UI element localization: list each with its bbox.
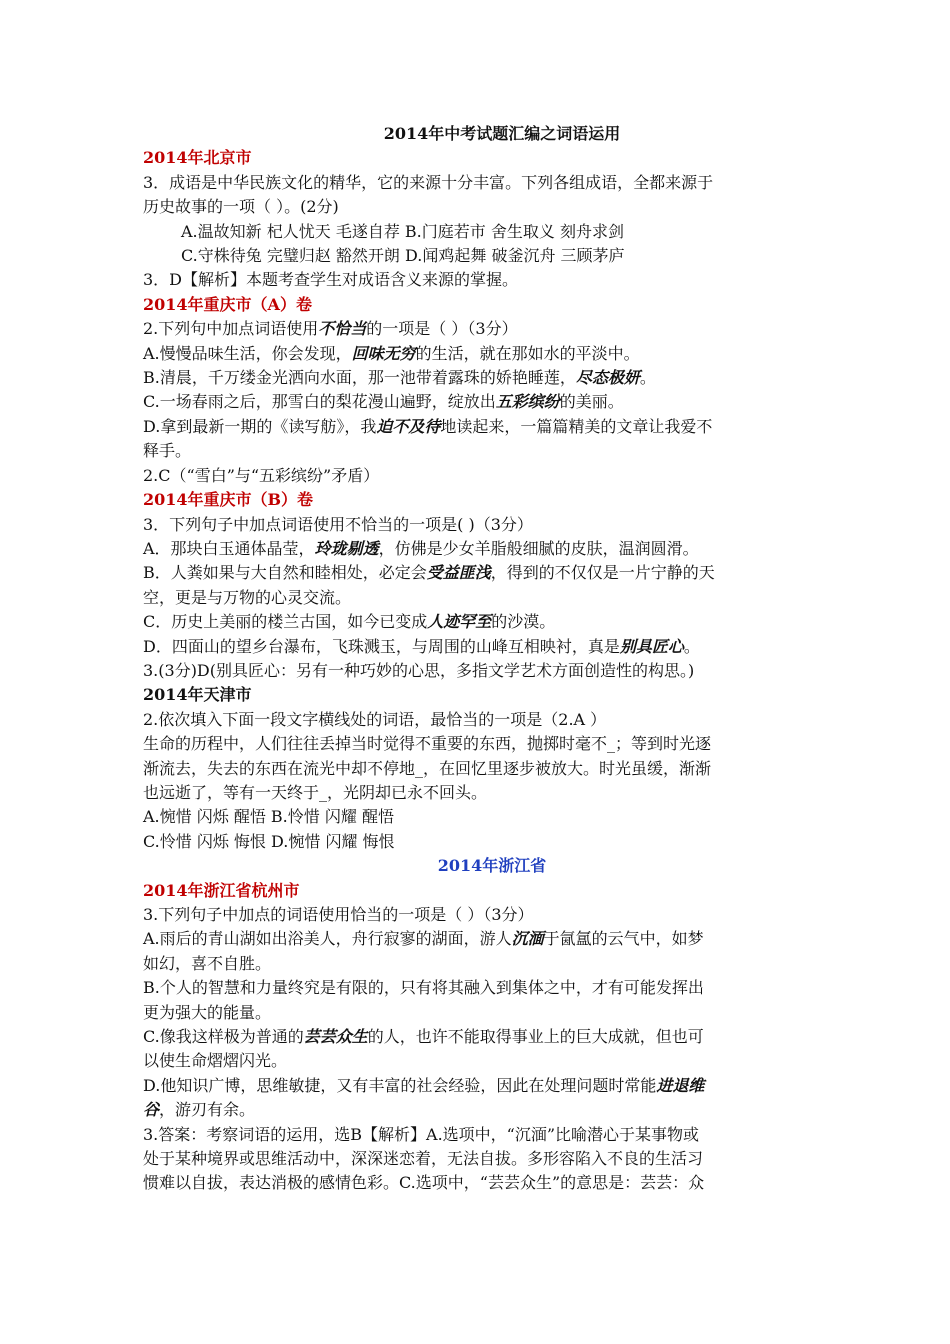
text-run: B.清晨，千万缕金光洒向水面，那一池带着露珠的娇艳睡莲， xyxy=(143,368,576,388)
question-text: 3.下列句子中加点的词语使用恰当的一项是（ ）（3分） xyxy=(143,905,534,924)
text-run: 的生活，就在那如水的平淡中。 xyxy=(415,343,640,363)
passage-line: 也远逝了，等有一天终于_，光阴却已永不回头。 xyxy=(143,782,488,802)
text-run: ，得到的不仅仅是一片宁静的天 xyxy=(490,563,715,583)
passage-line: 生命的历程中，人们往往丢掉当时觉得不重要的东西，抛掷时毫不_；等到时光逐 xyxy=(143,734,712,754)
question-text xyxy=(143,317,811,341)
emphasis-word: 别具匠心 xyxy=(619,636,684,656)
emphasis-word: 谷 xyxy=(143,1100,160,1120)
answer-text: 3.答案：考察词语的运用，选B【解析】A.选项中，“沉湎”比喻潜心于某事物或 xyxy=(143,1124,700,1144)
text-run: C．历史上美丽的楼兰古国，如今已变成 xyxy=(143,612,428,632)
option-line xyxy=(143,220,811,244)
text-run: ，游刃有余。 xyxy=(159,1100,256,1120)
text-run: D.他知识广博，思维敏捷，又有丰富的社会经验，因此在处理问题时常能 xyxy=(143,1075,657,1095)
emphasis-word: 不恰当 xyxy=(318,319,367,339)
option-line xyxy=(143,244,811,268)
text-run: A.慢慢品味生活，你会发现， xyxy=(143,343,352,363)
text-run: 的沙漠。 xyxy=(491,612,556,632)
text-run: 的人，也许不能取得事业上的巨大成就，但也可 xyxy=(367,1027,704,1047)
option-b: B.怜惜 闪耀 醒悟 xyxy=(270,807,394,827)
option-c xyxy=(143,390,811,414)
option-d xyxy=(143,1074,811,1098)
text-run: 。 xyxy=(639,368,656,388)
option-d: D.惋惜 闪耀 悔恨 xyxy=(271,831,395,851)
text-run: 地读起来，一篇篇精美的文章让我爱不 xyxy=(440,416,713,436)
document-page xyxy=(143,122,811,1196)
option-c-cont: 以使生命熠熠闪光。 xyxy=(143,1051,288,1071)
question-text: 3．下列句子中加点词语使用不恰当的一项是( )（3分） xyxy=(143,514,533,534)
option-b xyxy=(143,366,811,390)
emphasis-word: 芸芸众生 xyxy=(303,1027,368,1047)
option-d: D.闻鸡起舞 破釜沉舟 三顾茅庐 xyxy=(405,246,625,266)
option-d xyxy=(143,415,811,439)
answer-text: 3．D【解析】本题考查学生对成语含义来源的掌握。 xyxy=(143,270,519,290)
option-a-cont: 如幻，喜不自胜。 xyxy=(143,953,272,973)
option-a: A.温故知新 杞人忧天 毛遂自荐 xyxy=(181,221,400,241)
option-a xyxy=(143,537,811,561)
emphasis-word: 人迹罕至 xyxy=(427,612,492,632)
question-text: 历史故事的一项（ ）。(2分) xyxy=(143,197,339,217)
text-run: 于氤氲的云气中，如梦 xyxy=(543,929,704,949)
emphasis-word: 五彩缤纷 xyxy=(495,392,560,412)
option-a: A.惋惜 闪烁 醒悟 xyxy=(143,807,266,827)
heading-tianjin: 2014年天津市 xyxy=(143,685,252,705)
question-text: 3．成语是中华民族文化的精华，它的来源十分丰富。下列各组成语，全都来源于 xyxy=(143,172,714,192)
text-run: A.雨后的青山湖如出浴美人，舟行寂寥的湖面，游人 xyxy=(143,929,512,949)
text-run: 2.下列句中加点词语使用 xyxy=(143,319,319,339)
passage-line: 渐流去，失去的东西在流光中却不停地_，在回忆里逐步被放大。时光虽缓，渐渐 xyxy=(143,758,712,778)
text-run: B．人粪如果与大自然和睦相处，必定会 xyxy=(143,563,427,583)
text-run: C.一场春雨之后，那雪白的梨花漫山遍野，绽放出 xyxy=(143,392,496,412)
text-run: 的美丽。 xyxy=(559,392,624,412)
option-a xyxy=(143,927,811,951)
option-a xyxy=(143,342,811,366)
heading-chongqing-b: 2014年重庆市（B）卷 xyxy=(143,490,314,510)
option-d-cont xyxy=(143,1098,811,1122)
option-b xyxy=(143,561,811,585)
emphasis-word: 进退维 xyxy=(656,1075,705,1095)
text-run: D.拿到最新一期的《读写舫》，我 xyxy=(143,416,377,436)
text-run: D．四面山的望乡台瀑布，飞珠溅玉，与周围的山峰互相映衬，真是 xyxy=(143,636,620,656)
heading-zhejiang: 2014年浙江省 xyxy=(437,856,547,876)
text-run: C.像我这样极为普通的 xyxy=(143,1027,304,1047)
text-run: ，仿佛是少女羊脂般细腻的皮肤，温润圆滑。 xyxy=(378,538,699,558)
option-d-cont: 释手。 xyxy=(143,441,192,461)
doc-title: 2014年中考试题汇编之词语运用 xyxy=(383,124,621,143)
option-b-cont: 空，更是与万物的心灵交流。 xyxy=(143,587,352,607)
option-c: C.守株待兔 完璧归赵 豁然开朗 xyxy=(181,246,400,266)
emphasis-word: 受益匪浅 xyxy=(426,563,491,583)
heading-beijing: 2014年北京市 xyxy=(143,148,252,168)
option-line xyxy=(143,830,811,854)
emphasis-word: 回味无穷 xyxy=(351,343,416,363)
option-c: C.怜惜 闪烁 悔恨 xyxy=(143,831,266,851)
option-c xyxy=(143,610,811,634)
answer-text: 2.C（“雪白”与“五彩缤纷”矛盾） xyxy=(143,465,380,485)
text-run: 的一项是（ ）（3分） xyxy=(366,319,518,339)
option-line xyxy=(143,805,811,829)
text-run: 。 xyxy=(683,636,700,656)
heading-hangzhou: 2014年浙江省杭州市 xyxy=(143,880,300,900)
option-b: B.门庭若市 舍生取义 刻舟求剑 xyxy=(404,221,624,241)
emphasis-word: 尽态极妍 xyxy=(575,368,640,388)
emphasis-word: 玲珑剔透 xyxy=(314,538,379,558)
answer-text: 处于某种境界或思维活动中，深深迷恋着，无法自拔。多形容陷入不良的生活习 xyxy=(143,1149,704,1169)
answer-text: 惯难以自拔，表达消极的感情色彩。C.选项中，“芸芸众生”的意思是：芸芸：众 xyxy=(143,1173,705,1193)
text-run: A．那块白玉通体晶莹， xyxy=(143,538,315,558)
heading-chongqing-a: 2014年重庆市（A）卷 xyxy=(143,294,312,314)
emphasis-word: 沉湎 xyxy=(511,929,544,949)
emphasis-word: 迫不及待 xyxy=(376,416,441,436)
option-b-cont: 更为强大的能量。 xyxy=(143,1002,272,1022)
question-text: 2.依次填入下面一段文字横线处的词语，最恰当的一项是（2.A ） xyxy=(143,709,607,729)
option-d xyxy=(143,635,811,659)
option-b: B.个人的智慧和力量终究是有限的，只有将其融入到集体之中，才有可能发挥出 xyxy=(143,978,704,998)
answer-text: 3.(3分)D(别具匠心：另有一种巧妙的心思，多指文学艺术方面创造性的构思。) xyxy=(143,660,695,680)
option-c xyxy=(143,1025,811,1049)
